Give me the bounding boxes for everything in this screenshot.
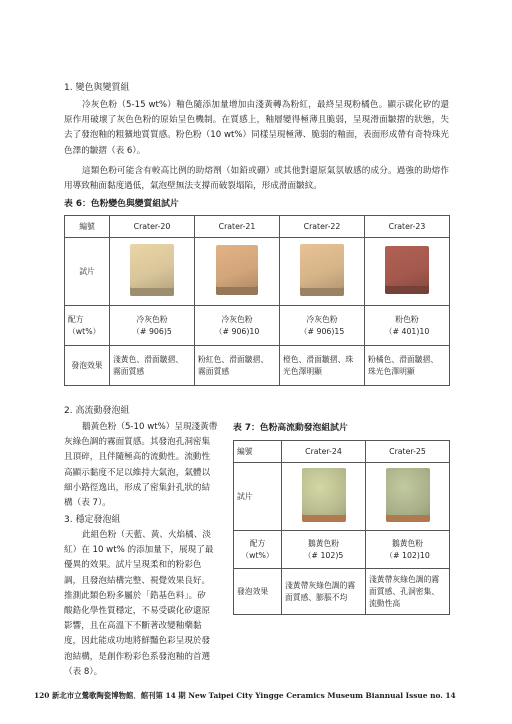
- paragraph-line: 此組色粉（天藍、黃、火焰橘、淡: [82, 530, 211, 540]
- paragraph-line: 泡結構，是創作粉彩色系發泡釉的首選: [64, 651, 211, 662]
- formula-cell: [195, 306, 280, 346]
- formula-amount: （# 401)10: [384, 326, 430, 336]
- formula-cell: [282, 531, 366, 569]
- table-7: [233, 440, 450, 615]
- formula-name: 冷灰色粉: [136, 314, 168, 324]
- effect-text: 霧面質感: [198, 366, 230, 376]
- paragraph-line: 鵝黃色粉（5-10 wt%）呈現淺黃帶: [82, 422, 218, 432]
- formula-cell: [366, 531, 450, 569]
- effect-cell: [366, 569, 450, 615]
- sample-tile-crater-22: [300, 244, 344, 296]
- sample-tile-crater-25: [386, 468, 430, 522]
- section-1-paragraph-2: 這類色粉可能含有較高比例的助熔劑（如鉛或硼）或其他對還原氣氛敏感的成分。過強的助熔作用導致釉面黏度過低，氣泡壁無法支撐而破裂塌陷，形成滑面皺紋。: [64, 166, 449, 192]
- effect-cell: [110, 346, 195, 386]
- row-label-line: （wt%）: [241, 550, 274, 560]
- effect-text: 面質感、膨脹不均: [285, 592, 348, 602]
- effect-text: 橙色、滑面皺摺、珠: [283, 354, 354, 364]
- effect-text: 光色澤明顯: [283, 366, 322, 376]
- table-6-id: Crater-20: [110, 216, 195, 238]
- paragraph-line: 紅）在 10 wt% 的添加量下，展現了最: [64, 545, 214, 556]
- paragraph-line: （表 8）。: [64, 666, 103, 677]
- effect-cell: [365, 346, 450, 386]
- table-7-effect-row: [234, 569, 450, 615]
- table-7-formula-row: [234, 531, 450, 569]
- effect-text: 淺黃帶灰綠色調的霧: [285, 580, 356, 590]
- table-7-caption: 表 7：色粉高流動發泡組試片: [233, 423, 348, 433]
- sample-image: [195, 238, 280, 306]
- effect-cell: [282, 569, 366, 615]
- formula-cell: [280, 306, 365, 346]
- table-7-row-label: 發泡效果: [234, 569, 282, 615]
- table-6-row-label: 配方（wt%）: [65, 306, 110, 346]
- formula-name: 冷灰色粉: [221, 314, 253, 324]
- paragraph-line: 影響，且在高溫下不斷著改變釉藥黏: [64, 621, 202, 632]
- table-6-id: Crater-23: [365, 216, 450, 238]
- table-7-row-label: 試片: [234, 463, 282, 531]
- table-6-sample-row: [65, 238, 450, 306]
- sample-image: [110, 238, 195, 306]
- section-3-heading: 3. 穩定發泡組: [64, 515, 121, 525]
- formula-amount: （# 906)15: [299, 326, 345, 336]
- page-footer: [34, 690, 456, 701]
- section-1-paragraph-1: 冷灰色粉（5-15 wt%）釉色隨添加量增加由淺黃轉為粉紅，最終呈現粉橘色。顯示碳化矽的還原作用破壞了灰色色粉的原始呈色機制。在質感上，釉層變得極薄且脆弱，呈現滑面皺摺的狀態，失去了發泡釉的粗獷地質質感。粉色粉（10 wt%）同樣呈現極薄、脆弱的釉面，表面形成帶有奇特珠光色澤的皺摺（表 6）。: [64, 100, 449, 156]
- table-6-row-label: 發泡效果: [65, 346, 110, 386]
- table-7-sample-row: [234, 463, 450, 531]
- row-label-line: 配方: [249, 538, 266, 548]
- table-6-formula-row: [65, 306, 450, 346]
- paragraph-line: 構（表 7）。: [64, 498, 111, 509]
- paragraph-line: 酸鋯化學性質穩定，不易受碳化矽還原: [64, 606, 211, 617]
- effect-text: 粉橘色、滑面皺摺、: [368, 354, 439, 364]
- section-2-heading: 2. 高流動發泡組: [64, 406, 130, 416]
- table-6: [64, 215, 450, 386]
- effect-cell: [195, 346, 280, 386]
- sample-tile-crater-24: [302, 468, 346, 522]
- effect-text: 粉紅色、滑面皺摺、: [198, 354, 269, 364]
- table-6-effect-row: [65, 346, 450, 386]
- page-number: 120: [34, 691, 50, 700]
- paragraph-line: 灰綠色調的霧面質感。其發泡孔洞密集: [64, 437, 211, 448]
- formula-name: 冷灰色粉: [306, 314, 338, 324]
- formula-cell: [110, 306, 195, 346]
- formula-amount: （# 906)10: [214, 326, 260, 336]
- sample-image: [365, 238, 450, 306]
- table-6-header-row: [65, 216, 450, 238]
- section-1-heading: 1. 變色與變質組: [64, 83, 130, 93]
- sample-image: [366, 463, 450, 531]
- table-6-col-header: 編號: [65, 216, 110, 238]
- table-6-id: Crater-22: [280, 216, 365, 238]
- paragraph-line: 調，且發泡結構完整、視覺效果良好。: [64, 575, 211, 586]
- formula-cell: [365, 306, 450, 346]
- table-7-row-label: [234, 531, 282, 569]
- paragraph-line: 優異的效果。試片呈現柔和的粉彩色: [64, 560, 202, 571]
- table-7-col-header: 編號: [234, 441, 282, 463]
- paragraph-line: 細小路徑逸出，形成了密集針孔狀的結: [64, 482, 211, 493]
- effect-text: 淺黃帶灰綠色調的霧: [369, 574, 440, 584]
- section-3-paragraph: [64, 528, 226, 680]
- sample-image: [280, 238, 365, 306]
- effect-text: 霧面質感: [113, 366, 145, 376]
- table-7-id: Crater-25: [366, 441, 450, 463]
- sample-image: [282, 463, 366, 531]
- effect-text: 珠光色澤明顯: [368, 366, 415, 376]
- paragraph-line: 度，因此能成功地將鮮豔色彩呈現於發: [64, 636, 211, 647]
- section-2-paragraph: [64, 420, 226, 511]
- footer-text: 新北市立鶯歌陶瓷博物館．館刊第 14 期 New Taipei City Yingge Ceramics Museum Biannual Issue no. 14: [52, 691, 456, 700]
- paragraph-line: 推測此類色粉多屬於「鋯基色料」。矽: [64, 590, 206, 601]
- formula-name: 鵝黃色粉: [391, 538, 424, 548]
- table-6-row-label: 試片: [65, 238, 110, 306]
- table-7-id: Crater-24: [282, 441, 366, 463]
- effect-cell: [280, 346, 365, 386]
- formula-amount: （# 102)5: [303, 550, 344, 560]
- table-7-header-row: [234, 441, 450, 463]
- sample-tile-crater-20: [130, 244, 174, 296]
- effect-text: 淺黃色、滑面皺摺、: [113, 354, 184, 364]
- formula-amount: （# 906)5: [132, 326, 172, 336]
- paragraph-line: 且頂碎，且伴隨極高的流動性。流動性: [64, 452, 211, 463]
- sample-tile-crater-23: [385, 246, 429, 294]
- formula-amount: （# 102)10: [385, 550, 430, 560]
- table-6-id: Crater-21: [195, 216, 280, 238]
- formula-name: 鵝黃色粉: [307, 538, 340, 548]
- paragraph-line: 高顯示黏度不足以維持大氣泡，氣體以: [64, 467, 211, 478]
- table-6-caption: 表 6：色粉變色與變質組試片: [64, 199, 179, 209]
- sample-tile-crater-21: [216, 245, 258, 295]
- effect-text: 流動性高: [369, 598, 401, 608]
- formula-name: 粉色粉: [395, 314, 419, 324]
- effect-text: 面質感、孔洞密集、: [369, 586, 440, 596]
